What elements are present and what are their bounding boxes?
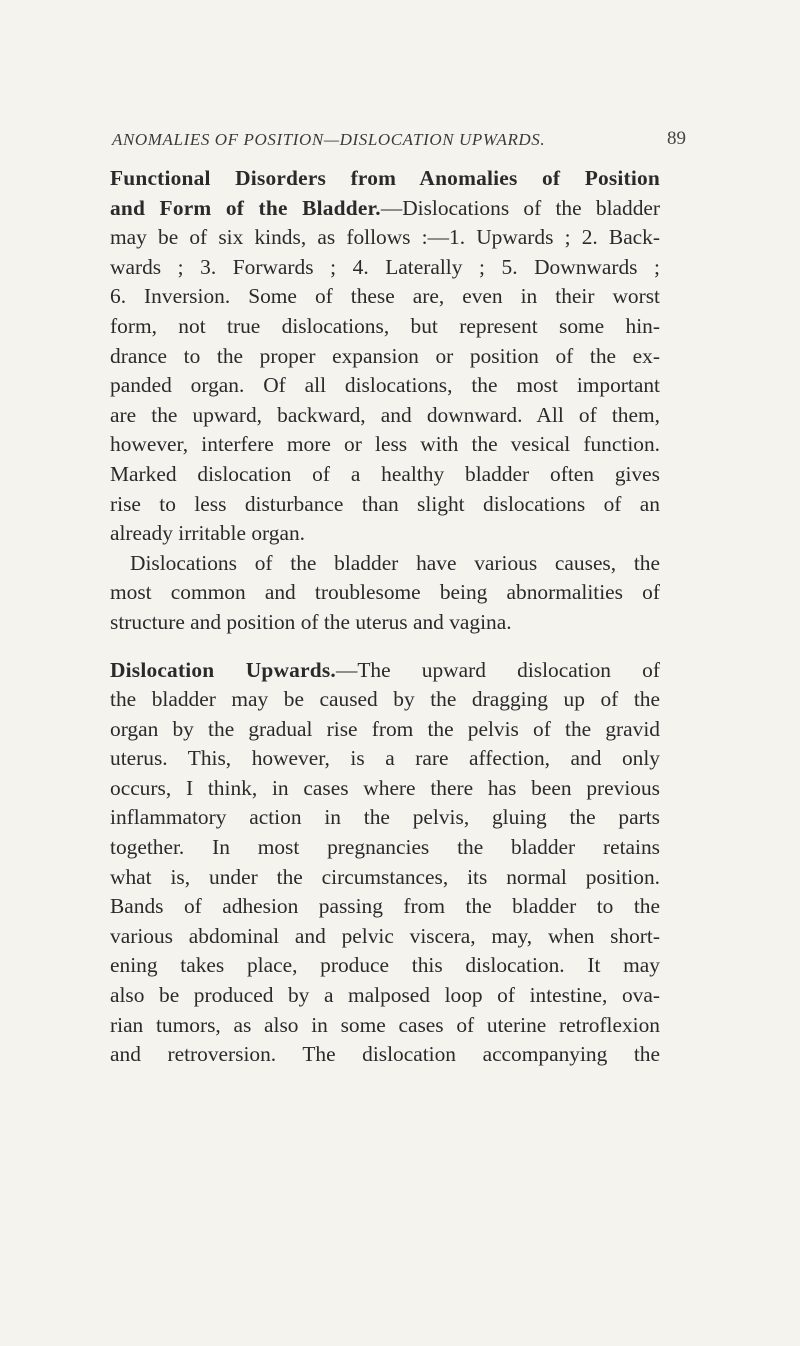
text-line: organ by the gradual rise from the pelvis of the gravid	[110, 716, 660, 741]
text-line: are the upward, backward, and downward. All of them,	[110, 402, 660, 427]
text-line: however, interfere more or less with the vesical function.	[110, 432, 660, 457]
section-heading: Dislocation Upwards.	[110, 657, 336, 682]
text-line: 6. Inversion. Some of these are, even in their worst	[110, 284, 660, 309]
text-run: —The upward dislocation of	[335, 657, 660, 682]
text-line: form, not true dislocations, but represent some hin-	[110, 313, 660, 338]
text-line: structure and position of the uterus and vagina.	[110, 609, 512, 634]
section-heading-continued: and Form of the Bladder.	[110, 195, 381, 220]
page-number: 89	[667, 128, 686, 149]
text-line: Bands of adhesion passing from the bladder to the	[110, 894, 660, 919]
text-line: already irritable organ.	[110, 521, 306, 546]
text-line: also be produced by a malposed loop of intestine, ova-	[110, 983, 660, 1008]
text-run: —Dislocations of the bladder	[380, 195, 661, 220]
section-heading-line	[110, 164, 660, 194]
text-line: inflammatory action in the pelvis, gluing the parts	[110, 805, 660, 830]
body-text	[110, 164, 660, 1070]
text-line: drance to the proper expansion or position of the ex-	[110, 343, 660, 368]
text-line	[110, 656, 660, 686]
text-line: Marked dislocation of a healthy bladder often gives	[110, 461, 660, 486]
paragraph-gap	[110, 638, 660, 656]
text-line: panded organ. Of all dislocations, the most important	[110, 373, 660, 398]
text-line: rian tumors, as also in some cases of uterine retroflexion	[110, 1012, 660, 1037]
text-line: what is, under the circumstances, its normal position.	[110, 864, 660, 889]
text-line	[110, 194, 660, 224]
text-line: the bladder may be caused by the dragging up of the	[110, 687, 660, 712]
text-line: most common and troublesome being abnormalities of	[110, 580, 660, 605]
text-line: uterus. This, however, is a rare affection, and only	[110, 746, 660, 771]
text-line: ening takes place, produce this dislocation. It may	[110, 953, 660, 978]
text-line: may be of six kinds, as follows :—1. Upwards ; 2. Back-	[110, 225, 660, 250]
text-line: various abdominal and pelvic viscera, may, when short-	[110, 923, 660, 948]
section-heading: Functional Disorders from Anomalies of Position	[110, 166, 660, 190]
text-line: rise to less disturbance than slight dislocations of an	[110, 491, 660, 516]
text-line: Dislocations of the bladder have various causes, the	[130, 550, 660, 575]
text-line: and retroversion. The dislocation accompanying the	[110, 1042, 660, 1067]
text-line: wards ; 3. Forwards ; 4. Laterally ; 5. Downwards ;	[110, 254, 660, 279]
running-head: ANOMALIES OF POSITION—DISLOCATION UPWARDS.	[112, 130, 546, 149]
text-line: occurs, I think, in cases where there has been previous	[110, 775, 660, 800]
text-line: together. In most pregnancies the bladder retains	[110, 835, 660, 860]
